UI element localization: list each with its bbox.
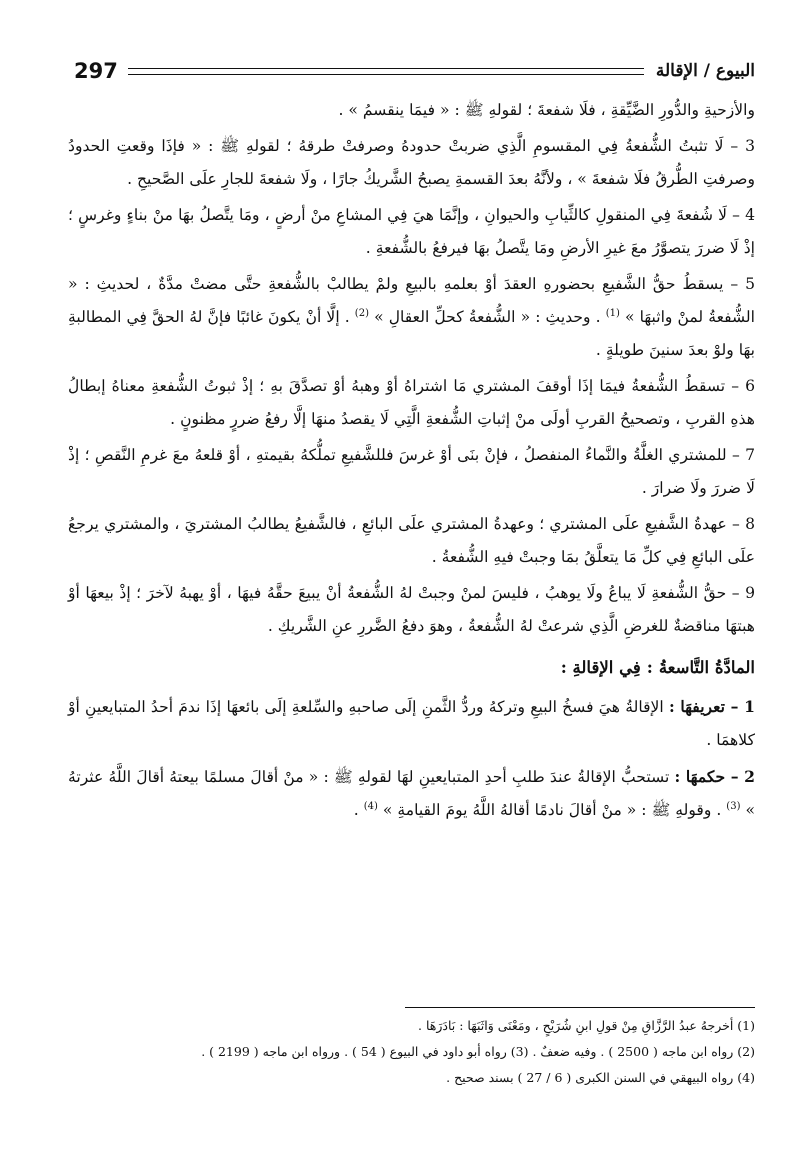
paragraph-5-part-b: . وحديثِ : « الشُّفعةُ كحلِّ العقالِ » (374, 308, 601, 326)
paragraph-8: 8 – عهدةُ الشَّفيعِ علَى المشتري ؛ وعهدةُ المشتري علَى البائعِ ، فالشَّفيعُ يطالبُ المشتريَ ، والمشتري يرجعُ علَى البائعِ فِي كلِّ مَا يتعلَّقُ بمَا وجبتْ فيهِ الشُّفعةُ . (68, 515, 755, 566)
ruling-text-a: تستحبُّ الإقالةُ عندَ طلبِ أحدِ المتبايعينِ لهَا لقولهِ ﷺ : « منْ أقالَ مسلمًا بيعتهُ أقالَ اللَّهُ عثرتهُ » (68, 768, 755, 819)
footnote-2-3: (2) رواه ابن ماجه ( 2500 ) . وفيه ضعفٌ . (3) رواه أبو داود في البيوع ( 54 ) . ورواه ابن ماجه ( 2199 ) . (201, 1044, 755, 1059)
page-header (74, 56, 755, 86)
paragraph-5 (68, 268, 755, 367)
ruling-text-b: . وقولهِ ﷺ : « منْ أقالَ نادمًا أقالهُ اللَّهُ يومَ القيامةِ » (382, 801, 722, 819)
section-heading-separator: : (646, 658, 653, 677)
paragraph-intro: والأزحيةِ والدُّورِ الضَّيِّقةِ ، فلَا شفعةَ ؛ لقولهِ ﷺ : « فيمَا ينقسمُ » . (338, 101, 755, 119)
ruling-text-c: . (353, 801, 359, 819)
footnote-ref-4[interactable]: (4) (363, 800, 378, 812)
header-rule (128, 68, 644, 75)
paragraph-4: 4 – لَا شُفعةَ فِي المنقولِ كالثِّيابِ والحيوانِ ، وإنَّمَا هيَ فِي المشاعِ منْ أرضٍ ، ومَا يتَّصلُ بهَا منْ بناءٍ وغرسٍ ؛ إذْ لَا ضررَ يتصوَّرُ معَ غيرِ الأرضِ ومَا يتَّصلُ بهَا فيرفعُ بالشُّفعةِ . (68, 206, 755, 257)
paragraph-5-part-a: 5 – يسقطُ حقُّ الشَّفيعِ بحضورهِ العقدَ أوْ بعلمهِ بالبيعِ ولمْ يطالبْ بالشُّفعةِ حتَّى مضتْ مدَّةٌ ، لحديثِ : « الشُّفعةُ لمنْ واثبهَا » (68, 275, 756, 326)
paragraph-9: 9 – حقُّ الشُّفعةِ لَا يباعُ ولَا يوهبُ ، فليسَ لمنْ وجبتْ لهُ الشُّفعةُ أنْ يبيعَ حقَّهُ فيهَا ، أوْ يهبهُ لآخرَ ؛ إذْ بيعهَا أوْ هبتهَا مناقضةٌ للغرضِ الَّذِي شرعتْ لهُ الشُّفعةُ ، وهوَ دفعُ الضَّررِ عنِ الشَّريكِ . (68, 584, 755, 635)
footnote-ref-3[interactable]: (3) (726, 800, 741, 812)
section-heading (68, 651, 755, 684)
running-title: البيوع / الإقالة (655, 61, 755, 81)
ruling-paragraph (68, 760, 755, 827)
section-heading-subtitle: فِي الإقالةِ : (560, 658, 641, 677)
paragraph-7: 7 – للمشتري الغلَّةُ والنَّماءُ المنفصلُ ، فإنْ بنَى أوْ غرسَ فللشَّفيعِ تملُّكهُ بقيمتهِ ، أوْ قلعهُ معَ غرمِ النَّقصِ ؛ إذْ لَا ضررَ ولَا ضرارَ . (68, 446, 755, 497)
footnote-4: (4) رواه البيهقي في السنن الكبرى ( 6 / 27 ) بسند صحيح . (446, 1070, 755, 1085)
paragraph-6: 6 – تسقطُ الشُّفعةُ فيمَا إذَا أوقفَ المشتري مَا اشتراهُ أوْ وهبهُ أوْ تصدَّقَ بهِ ؛ إذْ ثبوتُ الشُّفعةِ معناهُ إبطالُ هذهِ القربِ ، وتصحيحُ القربِ أولَى منْ إثباتِ الشُّفعةِ الَّتِي لَا يقصدُ منهَا إلَّا رفعُ ضررٍ مظنونٍ . (68, 377, 755, 428)
footnote-ref-1[interactable]: (1) (605, 307, 620, 319)
page-body (68, 94, 755, 830)
footnote-1: (1) أخرجهُ عبدُ الرَّزَّاقِ مِنْ قولِ ابنِ شُرَيْحٍ ، ومَعْنَى وَاثَبَهَا : بَادَرَهَا . (418, 1018, 755, 1033)
section-heading-title: المادَّةُ التَّاسعةُ (658, 658, 755, 677)
page-number: 297 (74, 59, 118, 83)
footnotes (68, 1013, 755, 1091)
paragraph-3: 3 – لَا تثبتُ الشُّفعةُ فِي المقسومِ الَّذِي ضربتْ حدودهُ وصرفتْ طرقهُ ؛ لقولهِ ﷺ : « فإذَا وقعتِ الحدودُ وصرفتِ الطُّرقُ فلَا شفعةَ » ، ولأنَّهُ بعدَ القسمةِ يصبحُ الشَّريكُ جارًا ، ولَا شفعةَ للجارِ علَى الصَّحيحِ . (68, 137, 755, 188)
definition-label: 1 – تعريفهَا : (668, 697, 755, 716)
paragraph-5-part-c: . إلَّا أنْ يكونَ غائبًا فإنَّ لهُ الحقَّ فِي المطالبةِ بهَا ولوْ بعدَ سنينَ طويلةٍ . (68, 308, 755, 359)
ruling-label: 2 – حكمهَا : (674, 767, 756, 786)
definition-text: الإقالةُ هيَ فسخُ البيعِ وتركهُ وردُّ الثَّمنِ إلَى صاحبهِ والسِّلعةِ إلَى بائعهَا إذَا ندمَ أحدُ المتبايعينِ أوْ كلاهمَا . (68, 698, 755, 749)
footnote-ref-2[interactable]: (2) (354, 307, 369, 319)
definition-paragraph (68, 690, 755, 757)
footnote-divider (405, 1007, 755, 1008)
